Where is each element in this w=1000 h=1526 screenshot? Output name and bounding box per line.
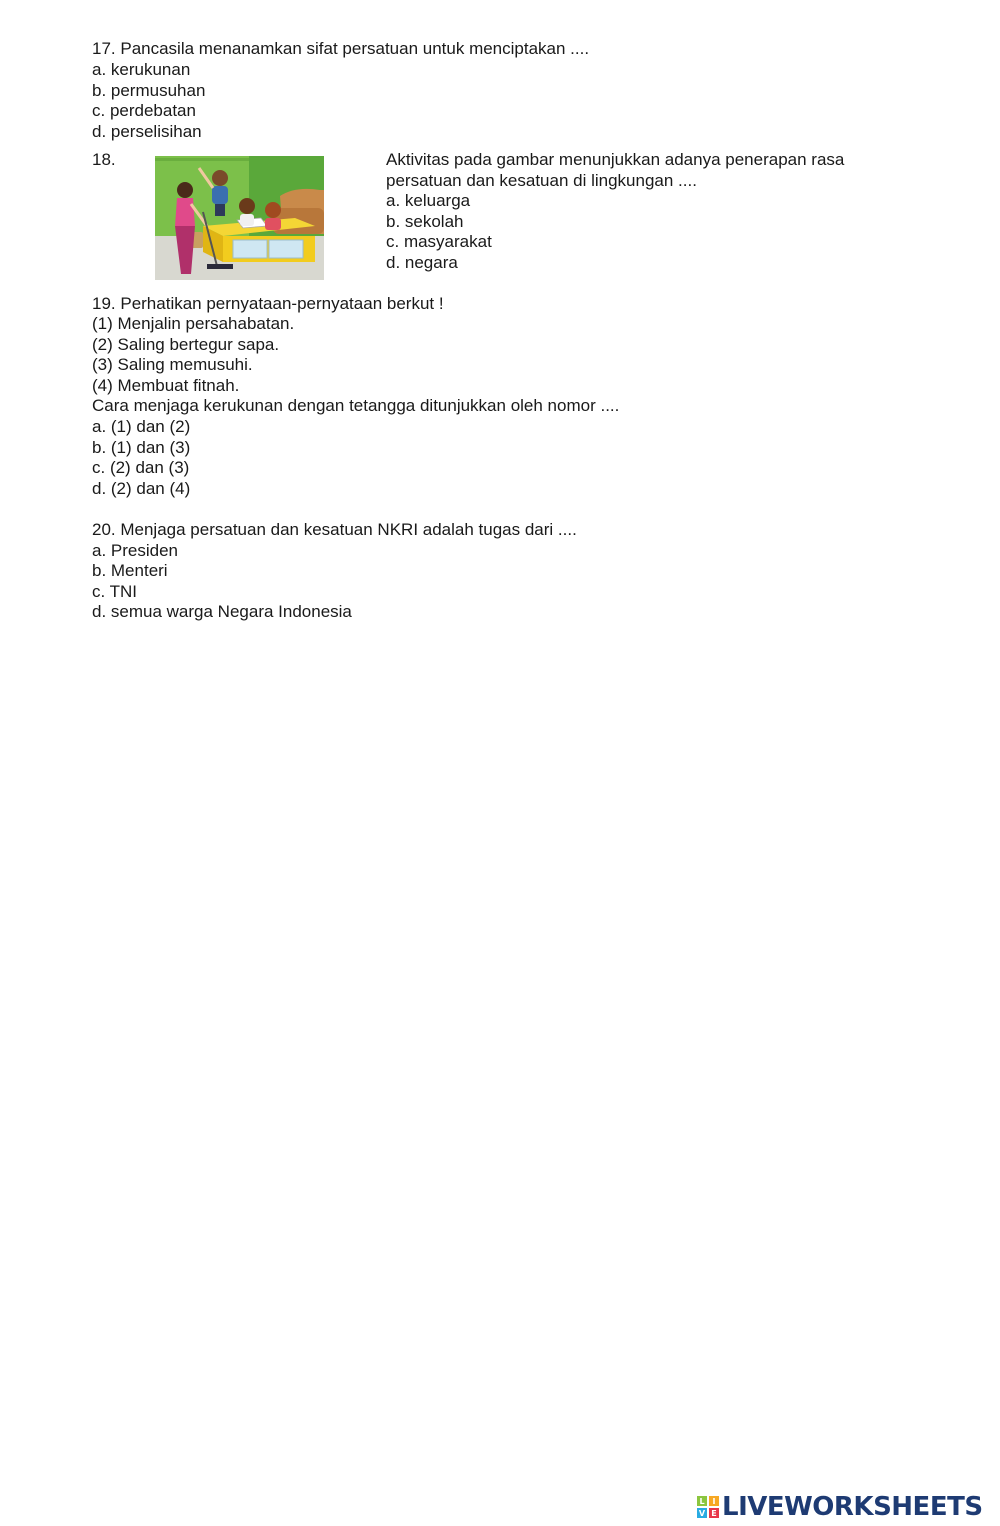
q18-option-d: d. negara <box>386 253 458 272</box>
svg-text:L: L <box>699 1497 705 1506</box>
q17-option-c: c. perdebatan <box>92 101 196 120</box>
liveworksheets-logo-icon <box>697 1496 719 1518</box>
q18-number: 18. <box>92 150 116 169</box>
q17-question: 17. Pancasila menanamkan sifat persatuan untuk menciptakan .... <box>92 39 590 58</box>
q19-statement-3: (3) Saling memusuhi. <box>92 355 253 374</box>
q20-option-d: d. semua warga Negara Indonesia <box>92 602 352 621</box>
liveworksheets-logo-text: LIVEWORKSHEETS <box>722 1492 983 1522</box>
q17-option-a: a. kerukunan <box>92 60 191 79</box>
q20-option-c: c. TNI <box>92 582 138 601</box>
q19-statement-4: (4) Membuat fitnah. <box>92 376 240 395</box>
q19-option-a: a. (1) dan (2) <box>92 417 191 436</box>
q19-question: 19. Perhatikan pernyataan-pernyataan berkut ! <box>92 294 444 313</box>
svg-text:I: I <box>712 1497 716 1506</box>
q17-option-d: d. perselisihan <box>92 122 202 141</box>
q19-statement-2: (2) Saling bertegur sapa. <box>92 335 280 354</box>
q18-option-c: c. masyarakat <box>386 232 492 251</box>
q18-option-b: b. sekolah <box>386 212 464 231</box>
q18-question-line1: Aktivitas pada gambar menunjukkan adanya penerapan rasa <box>386 150 845 169</box>
q17-option-b: b. permusuhan <box>92 81 206 100</box>
q20-option-a: a. Presiden <box>92 541 178 560</box>
q19-option-d: d. (2) dan (4) <box>92 479 191 498</box>
q18-option-a: a. keluarga <box>386 191 471 210</box>
svg-text:V: V <box>698 1509 706 1518</box>
q20-question: 20. Menjaga persatuan dan kesatuan NKRI adalah tugas dari .... <box>92 520 577 539</box>
q19-statement-1: (1) Menjalin persahabatan. <box>92 314 295 333</box>
liveworksheets-logo[interactable] <box>697 1492 983 1522</box>
svg-text:E: E <box>711 1509 717 1518</box>
q18-illustration <box>155 156 324 280</box>
q20-option-b: b. Menteri <box>92 561 168 580</box>
q19-option-c: c. (2) dan (3) <box>92 458 190 477</box>
q19-option-b: b. (1) dan (3) <box>92 438 191 457</box>
q18-question-line2: persatuan dan kesatuan di lingkungan .... <box>386 171 697 190</box>
q19-prompt: Cara menjaga kerukunan dengan tetangga ditunjukkan oleh nomor .... <box>92 396 620 415</box>
